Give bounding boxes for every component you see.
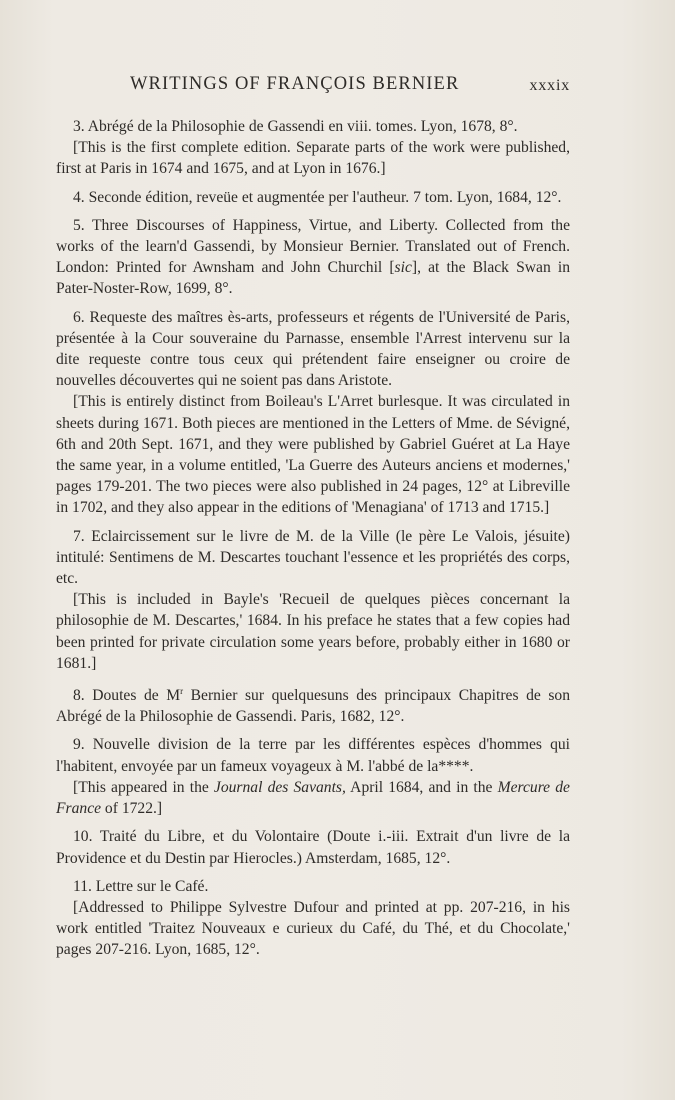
entry-text: 9. Nouvelle division de la terre par les différentes espèces d'hommes qui l'habitent, envoyée par un fameux voyageux à M. l'abbé de la****.: [56, 736, 570, 775]
bibliography-entry-5: [56, 215, 570, 300]
entry-text-part: ], at the Black Swan in Pater-Noster-Row, 1699, 8°.: [56, 259, 570, 298]
bibliography-entry-9: [56, 734, 570, 819]
entry-text: 11. Lettre sur le Café.: [73, 877, 209, 895]
entry-text-part: Bernier sur quelquesuns des principaux Chapitres de son Abrégé de la Philosophie de Gassendi. Paris, 1682, 12°.: [56, 687, 571, 726]
entry-text-part: of 1722.]: [101, 800, 163, 818]
page-header: [56, 74, 570, 100]
journal-title-italic: Journal des Savants,: [213, 778, 346, 796]
entry-text: [56, 681, 570, 727]
superscript: r: [180, 686, 184, 697]
entry-text-part: 5. Three Discourses of Happiness, Virtue, and Liberty. Collected from the works of the learn'd Gassendi, by Monsieur Bernier. Translated out of French. London: Printed for Awnsham and John Churchil [: [56, 216, 570, 277]
entry-text-part: April 1684, and in the: [345, 778, 498, 796]
entry-text: 7. Eclaircissement sur le livre de M. de la Ville (le père Le Valois, jésuite) intitulé: Sentimens de M. Descartes touchant l'essence et les propriétés des corps, etc.: [56, 527, 570, 588]
entry-text: 4. Seconde édition, reveüe et augmentée per l'autheur. 7 tom. Lyon, 1684, 12°.: [73, 188, 562, 206]
entry-note: [This is entirely distinct from Boileau's L'Arret burlesque. It was circulated in sheets during 1671. Both pieces are mentioned in the Letters of Mme. de Sévigné, 6th and 20th Sept. 1671, and they were published by Gabriel Guéret at La Haye the same year, in a volume entitled, 'La Guerre des Auteurs anciens et modernes,' pages 179-201. The two pieces were also published in 24 pages, 12° at Libreville in 1702, and they also appear in the editions of 'Menagiana' of 1713 and 1715.]: [56, 393, 570, 517]
entry-note: [This is included in Bayle's 'Recueil de quelques pièces concernant la philosophie de M. Descartes,' 1684. In his preface he states that a few copies had been printed for private circulation some years before, probably either in 1680 or 1681.]: [56, 591, 570, 672]
bibliography-entry-8: [56, 681, 570, 727]
entry-text: [56, 215, 570, 300]
bibliography-list: [56, 116, 570, 968]
sic-italic: sic: [394, 259, 412, 277]
bibliography-entry-7: [56, 526, 570, 674]
bibliography-entry-6: [56, 307, 570, 519]
entry-note: [This is the first complete edition. Separate parts of the work were published, first at Paris in 1674 and 1675, and at Lyon in 1676.]: [56, 139, 570, 178]
entry-text: 3. Abrégé de la Philosophie de Gassendi en viii. tomes. Lyon, 1678, 8°.: [73, 118, 518, 135]
bibliography-entry-11: [56, 876, 570, 961]
entry-note: [56, 777, 570, 819]
entry-text: 6. Requeste des maîtres ès-arts, professeurs et régents de l'Université de Paris, présentée à la Cour souveraine du Parnasse, ensemble l'Arrest intervenu sur la dite requeste contre tous ceux qui prétendent faire enseigner ou croire de nouvelles découvertes qui ne soient pas dans Aristote.: [56, 308, 570, 390]
page-number: xxxix: [529, 77, 570, 94]
bibliography-entry-3: [56, 116, 570, 180]
bibliography-entry-10: [56, 826, 570, 868]
bibliography-entry-4: [56, 187, 570, 208]
journal-title-italic: Mercure de France: [56, 778, 570, 818]
running-title: WRITINGS OF FRANÇOIS BERNIER: [130, 74, 460, 94]
entry-note: [Addressed to Philippe Sylvestre Dufour and printed at pp. 207-216, in his work entitled 'Traitez Nouveaux e curieux du Café, du Thé, et du Chocolate,' pages 207-216. Lyon, 1685, 12°.: [56, 898, 570, 959]
entry-text-part: 8. Doutes de M: [73, 687, 181, 705]
entry-text-part: [This appeared in the: [73, 778, 214, 796]
entry-text: 10. Traité du Libre, et du Volontaire (Doute i.-iii. Extrait d'un livre de la Providence et du Destin par Hierocles.) Amsterdam, 1685, 12°.: [56, 828, 570, 867]
